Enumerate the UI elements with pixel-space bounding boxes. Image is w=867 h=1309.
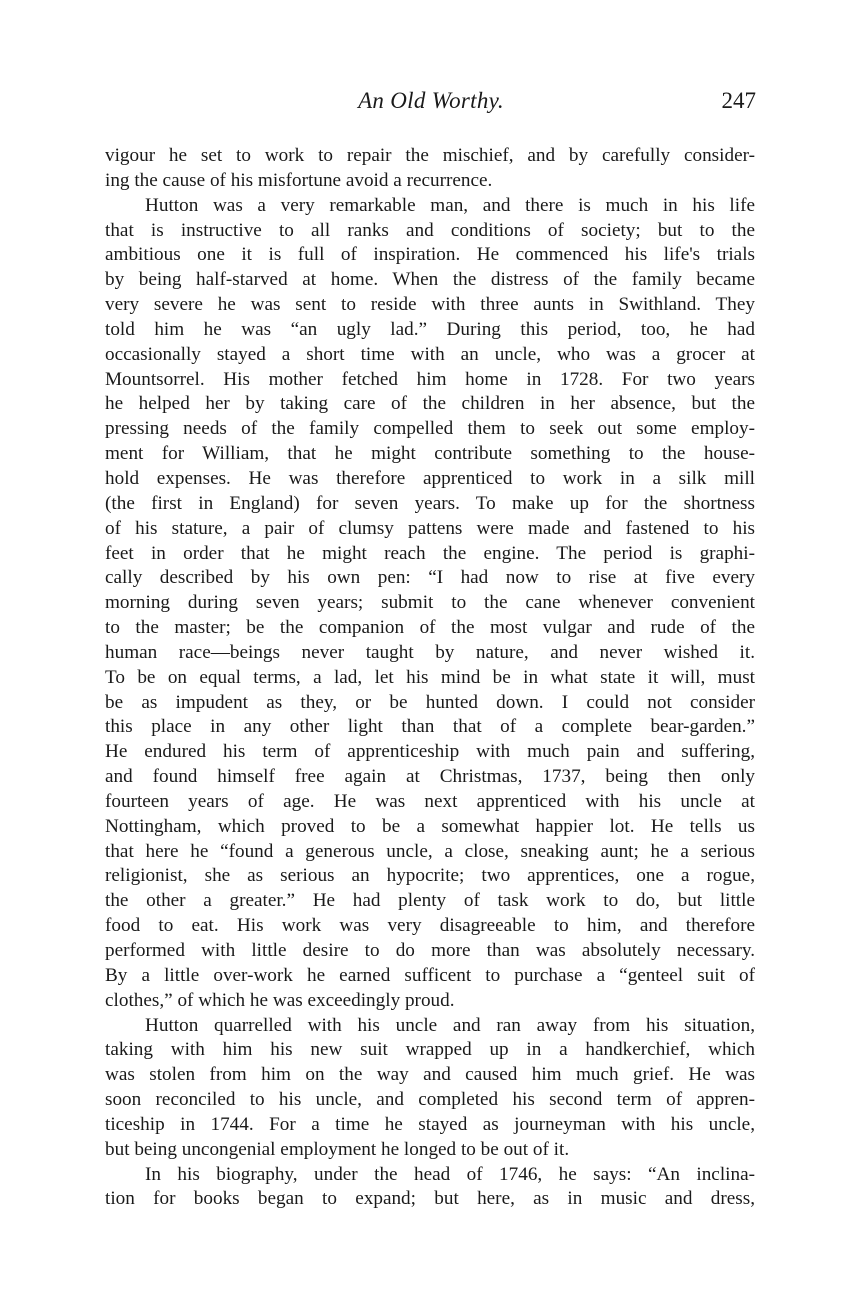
text-line: pressing needs of the family compelled them to seek out some employ- (105, 418, 755, 440)
text-line: (the first in England) for seven years. To make up for the shortness (105, 492, 755, 514)
text-line: fourteen years of age. He was next apprenticed with his uncle at (105, 790, 755, 812)
text-line: of his stature, a pair of clumsy pattens were made and fastened to his (105, 517, 755, 539)
text-line: ment for William, that he might contribute something to the house- (105, 443, 755, 465)
text-line: taking with him his new suit wrapped up in a handkerchief, which (105, 1039, 755, 1061)
text-line: very severe he was sent to reside with three aunts in Swithland. They (105, 294, 755, 316)
text-line: Nottingham, which proved to be a somewhat happier lot. He tells us (105, 815, 755, 837)
text-line: but being uncongenial employment he longed to be out of it. (105, 1138, 570, 1160)
text-line: the other a greater.” He had plenty of task work to do, but little (105, 890, 755, 912)
text-line: vigour he set to work to repair the mischief, and by carefully consider- (105, 145, 755, 166)
text-line: to the master; be the companion of the most vulgar and rude of the (105, 617, 755, 639)
body-text (105, 144, 755, 1212)
text-line: soon reconciled to his uncle, and completed his second term of appren- (105, 1089, 755, 1111)
text-line: be as impudent as they, or be hunted down. I could not consider (105, 691, 755, 713)
text-line: He endured his term of apprenticeship with much pain and suffering, (105, 741, 755, 763)
text-line: that here he “found a generous uncle, a close, sneaking aunt; he a serious (105, 840, 755, 862)
text-line: religionist, she as serious an hypocrite; two apprentices, one a rogue, (105, 865, 755, 887)
text-line: By a little over-work he earned sufficent to purchase a “genteel suit of (105, 964, 755, 986)
text-line: hold expenses. He was therefore apprenticed to work in a silk mill (105, 467, 755, 489)
text-line: this place in any other light than that of a complete bear-garden.” (105, 716, 755, 738)
text-line: Mountsorrel. His mother fetched him home in 1728. For two years (105, 368, 755, 390)
text-line: that is instructive to all ranks and conditions of society; but to the (105, 219, 755, 241)
text-line: ticeship in 1744. For a time he stayed as journeyman with his uncle, (105, 1113, 755, 1135)
text-line: human race—beings never taught by nature, and never wished it. (105, 641, 755, 663)
text-line: he helped her by taking care of the children in her absence, but the (105, 393, 755, 415)
text-line: and found himself free again at Christmas, 1737, being then only (105, 766, 755, 788)
running-head (106, 88, 756, 120)
text-line: feet in order that he might reach the engine. The period is graphi- (105, 542, 755, 564)
text-line: cally described by his own pen: “I had now to rise at five every (105, 567, 755, 589)
running-title: An Old Worthy. (358, 88, 504, 113)
page-number: 247 (721, 88, 756, 113)
text-line: tion for books began to expand; but here, as in music and dress, (105, 1188, 755, 1210)
text-line: food to eat. His work was very disagreeable to him, and therefore (105, 915, 755, 937)
paragraph-first-line: Hutton was a very remarkable man, and there is much in his life (145, 194, 755, 216)
paragraph-first-line: Hutton quarrelled with his uncle and ran away from his situation, (145, 1014, 755, 1036)
text-line: performed with little desire to do more than was absolutely necessary. (105, 940, 755, 961)
text-line: by being half-starved at home. When the distress of the family became (105, 269, 755, 291)
text-line: ing the cause of his misfortune avoid a recurrence. (105, 169, 493, 191)
paragraph-first-line: In his biography, under the head of 1746, he says: “An inclina- (145, 1163, 755, 1185)
text-line: clothes,” of which he was exceedingly proud. (105, 989, 455, 1011)
text-line: To be on equal terms, a lad, let his mind be in what state it will, must (105, 666, 755, 688)
text-line: occasionally stayed a short time with an uncle, who was a grocer at (105, 343, 755, 365)
text-line: morning during seven years; submit to the cane whenever convenient (105, 592, 755, 614)
text-line: ambitious one it is full of inspiration. He commenced his life's trials (105, 244, 755, 266)
text-line: told him he was “an ugly lad.” During this period, too, he had (105, 318, 755, 340)
text-line: was stolen from him on the way and caused him much grief. He was (105, 1064, 755, 1086)
